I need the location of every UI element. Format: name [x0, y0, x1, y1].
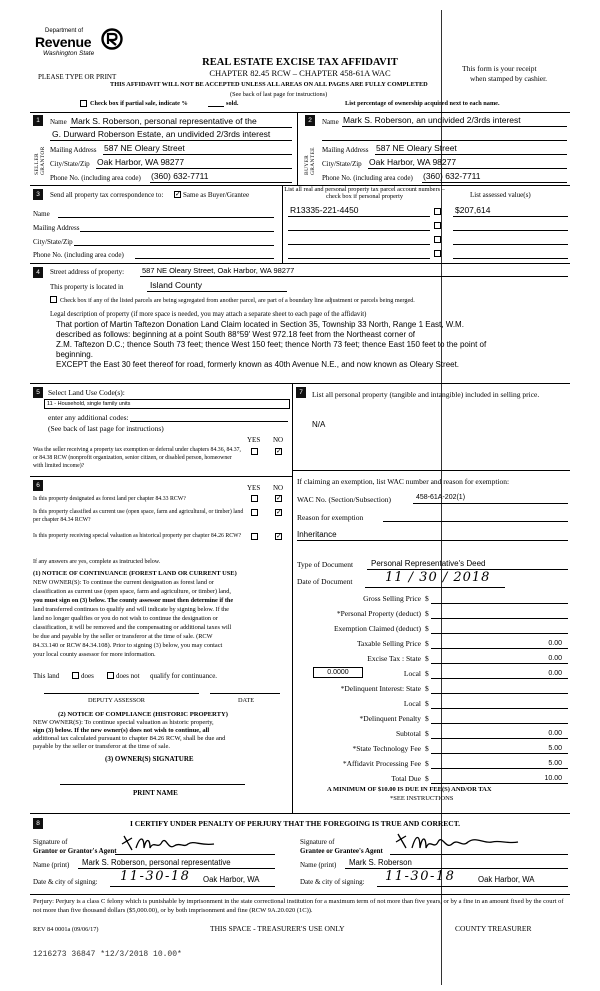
personal-property-checkbox-2[interactable]: [434, 222, 441, 229]
tax-row-label: Exemption Claimed (deduct): [333, 624, 421, 633]
tax-corr-phone-line: [135, 258, 274, 259]
current-use-question: Is this property classified as current use (open space, farm and agricultural, or timber) land per chapter 84.34 RCW?: [33, 509, 244, 523]
tax-row: [293, 772, 568, 786]
logo-state: Washington State: [43, 50, 95, 57]
tax-row: [293, 757, 568, 771]
does-label: does: [81, 672, 94, 680]
continuance-body-6: classification, it will be removed and the compensating or additional taxes will: [33, 624, 232, 631]
current-use-yes-checkbox[interactable]: [251, 509, 258, 516]
exemption-yes-checkbox[interactable]: [251, 448, 258, 455]
buyer-city[interactable]: Oak Harbor, WA 98277: [369, 157, 457, 167]
parcel-line-3: [288, 244, 430, 245]
logo-name: Revenue: [35, 34, 92, 50]
forest-no-checkbox[interactable]: ✓: [276, 494, 282, 502]
grantor-city[interactable]: Oak Harbor, WA: [203, 875, 260, 884]
tax-row: [293, 667, 568, 681]
continuance-body-9: your local county assessor for more information.: [33, 651, 156, 658]
wac-line: [413, 503, 568, 504]
grantee-name-line: [345, 868, 568, 869]
sec5-no-header: NO: [273, 436, 284, 444]
does-checkbox[interactable]: [72, 672, 79, 679]
tax-row-label: Gross Selling Price: [363, 594, 421, 603]
seller-name-2[interactable]: G. Durward Roberson Estate, an undivided 2/3rds interest: [52, 129, 271, 139]
seller-side-label: SELLER GRANTOR: [34, 146, 47, 175]
buyer-mailing-label: Mailing Address: [322, 146, 369, 154]
section-1-top-rule: [30, 112, 570, 113]
see-back-note: (See back of last page for instructions): [230, 91, 328, 98]
tax-row: [293, 682, 568, 696]
buyer-name-line-2: [322, 140, 567, 141]
treasurer-use-label: THIS SPACE - TREASURER'S USE ONLY: [210, 924, 345, 933]
tax-row-label: *Personal Property (deduct): [336, 609, 421, 618]
personal-property-value[interactable]: N/A: [312, 420, 326, 429]
continuance-body-7: be due and payable by the seller or transferor at the time of sale. (RCW: [33, 633, 213, 640]
personal-property-label: List all personal property (tangible and intangible) included in selling price.: [312, 390, 540, 399]
continuance-body-3: you must sign on (3) below. The county assessor must then determine if the: [33, 597, 234, 604]
chapter-line: CHAPTER 82.45 RCW – CHAPTER 458-61A WAC: [209, 68, 391, 78]
seller-mailing-line: [103, 154, 292, 155]
section-8-top-rule: [30, 813, 570, 814]
doc-date-line: [365, 587, 505, 588]
tax-row-label: *Affidavit Processing Fee: [342, 759, 421, 768]
tax-row: [293, 622, 568, 636]
grantee-sig-label-1: Signature of: [300, 838, 335, 846]
street-label: Street address of property:: [50, 268, 125, 276]
tax-row-label: *Delinquent Interest: State: [340, 684, 421, 693]
continuance-body-4: land transferred continues to qualify and will indicate by signing below. If the: [33, 606, 229, 613]
assessed-value-1[interactable]: $207,614: [455, 205, 491, 215]
additional-codes-line[interactable]: [130, 421, 288, 422]
legal-line-4[interactable]: beginning.: [56, 350, 93, 359]
seller-city[interactable]: Oak Harbor, WA 98277: [97, 157, 185, 167]
personal-property-checkbox-1[interactable]: [434, 208, 441, 215]
tax-row-line[interactable]: [431, 753, 568, 754]
seller-phone[interactable]: (360) 632-7711: [151, 171, 209, 181]
legal-line-3[interactable]: Z.M. Taftezon D.C.; thence South 73 feet; thence West 150 feet; thence North 73 feet; thence East 150 feet to the point of: [56, 340, 487, 349]
tax-corr-name-label: Name: [33, 210, 50, 218]
tax-row-value: 0.00: [548, 655, 562, 662]
receipt-note-2: when stamped by cashier.: [470, 74, 548, 83]
additional-codes-label: enter any additional codes:: [48, 413, 129, 422]
tax-row-line[interactable]: [431, 723, 568, 724]
land-use-see-back: (See back of last page for instructions): [48, 424, 164, 433]
perjury-top-rule: [30, 894, 570, 895]
tax-row-value: 5.00: [548, 745, 562, 752]
tax-row: [293, 652, 568, 666]
seller-phone-line: [150, 182, 292, 183]
section-6-top-rule: [30, 476, 292, 477]
currency-sign: $: [425, 684, 429, 693]
assessed-line-3: [453, 244, 568, 245]
this-land-label: This land: [33, 672, 60, 680]
form-revision: REV 84 0001a (09/06/17): [33, 926, 99, 933]
partial-sale-percent-line[interactable]: [208, 106, 224, 107]
tax-row: [293, 727, 568, 741]
grantee-signature[interactable]: [392, 830, 542, 856]
parcel-line-1: [288, 216, 430, 217]
tax-row-line[interactable]: [431, 663, 568, 664]
section-1-number: 1: [33, 115, 43, 126]
tax-row-label: Local: [403, 699, 421, 708]
reason-line-2: [297, 540, 568, 541]
currency-sign: $: [425, 669, 429, 678]
wac-label: WAC No. (Section/Subsection): [297, 495, 391, 504]
if-yes-note: If any answers are yes, complete as instructed below.: [33, 559, 161, 565]
grantor-date-line: [110, 886, 275, 887]
currency-sign: $: [425, 774, 429, 783]
currency-sign: $: [425, 609, 429, 618]
legal-line-2[interactable]: described as follows: beginning at a point South 88°59' West 972.18 feet from the Northeast corner of: [56, 330, 416, 339]
segregated-label: Check box if any of the listed parcels are being segregated from another parcel, are part of a boundary line adjustment or parcels being merged.: [60, 297, 415, 304]
grantee-name-label: Name (print): [300, 861, 337, 869]
tax-row-line[interactable]: [431, 693, 568, 694]
assessed-line-1: [453, 216, 568, 217]
local-rate-value: 0.0000: [327, 669, 349, 676]
section-2-number: 2: [305, 115, 315, 126]
grantee-date-label: Date & city of signing:: [300, 878, 365, 886]
currency-sign: $: [425, 759, 429, 768]
county-line: [147, 291, 287, 292]
parcel-line-4: [288, 258, 430, 259]
section-5-number: 5: [33, 387, 43, 398]
deputy-signature-line[interactable]: [44, 693, 199, 694]
continuance-title: (1) NOTICE OF CONTINUANCE (FOREST LAND OR CURRENT USE): [33, 570, 237, 577]
does-not-checkbox[interactable]: [107, 672, 114, 679]
tax-row: [293, 742, 568, 756]
county-treasurer-label: COUNTY TREASURER: [455, 924, 532, 933]
logo-mark-icon: [101, 28, 123, 50]
section-4-number: 4: [33, 267, 43, 278]
compliance-body-4: payable by the seller or transferor at the time of sale.: [33, 743, 170, 750]
currency-sign: $: [425, 744, 429, 753]
assessed-line-4: [453, 258, 568, 259]
tax-row-line[interactable]: [431, 783, 568, 784]
tax-row-label: Local: [403, 669, 421, 678]
parcel-line-2: [288, 230, 430, 231]
street-address[interactable]: 587 NE Oleary Street, Oak Harbor, WA 98277: [142, 266, 295, 275]
minimum-due-note: A MINIMUM OF $10.00 IS DUE IN FEE(S) AND/OR TAX: [327, 786, 492, 793]
grantor-name[interactable]: Mark S. Roberson, personal representative: [82, 858, 231, 867]
grantor-date[interactable]: 11-30-18: [120, 869, 191, 884]
tax-row-line[interactable]: [431, 633, 568, 634]
ownership-note: List percentage of ownership acquired next to each name.: [345, 100, 500, 107]
historic-yes-checkbox[interactable]: [251, 533, 258, 540]
print-name-label: PRINT NAME: [133, 789, 178, 797]
perjury-statement: Perjury: Perjury is a class C felony which is punishable by imprisonment in the state correctional institution for a maximum term of not more than five years, or by a fine in an amount fixed by the court of not more than five thousand dollars ($5,000.00), or by both imprisonment and fine (RCW 9A.20.020 (1C)).: [33, 898, 564, 915]
buyer-city-label: City/State/Zip: [322, 160, 362, 168]
land-use-code: 11 - Household, single family units: [47, 401, 131, 407]
seller-name-1[interactable]: Mark S. Roberson, personal representative of the: [71, 116, 257, 126]
assessed-header: List assessed value(s): [470, 191, 531, 199]
tax-row: [293, 592, 568, 606]
tax-row-label: Taxable Selling Price: [356, 639, 421, 648]
same-as-buyer-label: Same as Buyer/Grantee: [183, 191, 250, 199]
deputy-date-label: DATE: [238, 697, 255, 704]
page-title: REAL ESTATE EXCISE TAX AFFIDAVIT: [202, 57, 398, 68]
segregated-checkbox[interactable]: [50, 296, 57, 303]
parcel-header: List all real and personal property tax parcel account numbers – check box if personal property: [284, 186, 445, 201]
warning-line: THIS AFFIDAVIT WILL NOT BE ACCEPTED UNLESS ALL AREAS ON ALL PAGES ARE FULLY COMPLETED: [110, 81, 428, 88]
buyer-phone-label: Phone No. (including area code): [322, 174, 413, 182]
tax-row-line[interactable]: [431, 678, 568, 679]
continuance-body-1: NEW OWNER(S): To continue the current designation as forest land or: [33, 579, 214, 586]
tax-row-label: Total Due: [391, 774, 421, 783]
currency-sign: $: [425, 624, 429, 633]
see-instructions-note: *SEE INSTRUCTIONS: [390, 795, 454, 802]
compliance-body-3: additional tax calculated pursuant to chapter 84.26 RCW, shall be due and: [33, 735, 226, 742]
same-as-buyer-checkbox[interactable]: ✓: [175, 190, 181, 198]
buyer-name-line-1: [342, 126, 567, 127]
tax-row-value: 5.00: [548, 760, 562, 767]
buyer-phone[interactable]: (360) 632-7711: [423, 171, 481, 181]
owner-signature-label: (3) OWNER(S) SIGNATURE: [105, 755, 194, 763]
doc-date-label: Date of Document: [297, 577, 353, 586]
deputy-date-line[interactable]: [210, 693, 280, 694]
reason-line-1: [383, 521, 568, 522]
tax-corr-phone-label: Phone No. (including area code): [33, 251, 124, 259]
tax-row-value: 0.00: [548, 640, 562, 647]
receipt-note-1: This form is your receipt: [462, 64, 537, 73]
grantee-name[interactable]: Mark S. Roberson: [349, 858, 412, 867]
certify-statement: I CERTIFY UNDER PENALTY OF PERJURY THAT THE FOREGOING IS TRUE AND CORRECT.: [130, 819, 461, 828]
tax-row-label: Subtotal: [395, 729, 421, 738]
buyer-city-line: [368, 168, 567, 169]
tax-row-line[interactable]: [431, 648, 568, 649]
doc-type-label: Type of Document: [297, 560, 354, 569]
land-use-label: Select Land Use Code(s):: [48, 388, 125, 397]
buyer-mailing[interactable]: 587 NE Oleary Street: [376, 143, 457, 153]
tax-row: [293, 607, 568, 621]
seller-city-label: City/State/Zip: [50, 160, 90, 168]
seller-name-line-2: [50, 140, 292, 141]
qualify-label: qualify for continuance.: [150, 672, 218, 680]
tax-row-value: 0.00: [548, 730, 562, 737]
grantor-sig-label-2: Grantor or Grantor's Agent: [33, 847, 117, 855]
partial-sale-checkbox[interactable]: [80, 100, 87, 107]
seller-mailing-label: Mailing Address: [50, 146, 97, 154]
does-not-label: does not: [116, 672, 140, 680]
compliance-title: (2) NOTICE OF COMPLIANCE (HISTORIC PROPERTY): [58, 711, 228, 718]
exemption-top-rule: [292, 470, 570, 471]
treasurer-stamp: 1216273 36847 *12/3/2018 10.00*: [33, 950, 182, 959]
currency-sign: $: [425, 729, 429, 738]
revenue-logo: [35, 28, 125, 64]
continuance-body-5: land no longer qualifies or you do not wish to continue the designation or: [33, 615, 218, 622]
seller-mailing[interactable]: 587 NE Oleary Street: [104, 143, 185, 153]
deputy-assessor-label: DEPUTY ASSESSOR: [88, 697, 145, 704]
tax-row-line[interactable]: [431, 768, 568, 769]
tax-row-value: 10.00: [544, 775, 562, 782]
sec5-yes-header: YES: [247, 436, 261, 444]
assessed-line-2: [453, 230, 568, 231]
currency-sign: $: [425, 699, 429, 708]
section-6-number: 6: [33, 480, 43, 491]
wac-value[interactable]: 458-61A-202(1): [416, 494, 466, 501]
current-use-no-checkbox[interactable]: ✓: [276, 508, 282, 516]
currency-sign: $: [425, 654, 429, 663]
sec6-yes-header: YES: [247, 484, 261, 492]
tax-row-line[interactable]: [431, 738, 568, 739]
grantee-city[interactable]: Oak Harbor, WA: [478, 875, 535, 884]
tax-row: [293, 637, 568, 651]
section-4-top-rule: [30, 263, 570, 264]
forest-yes-checkbox[interactable]: [251, 495, 258, 502]
tax-corr-mailing-label: Mailing Address: [33, 224, 80, 232]
section-7-number: 7: [296, 387, 306, 398]
personal-property-checkbox-4[interactable]: [434, 250, 441, 257]
seller-phone-label: Phone No. (including area code): [50, 174, 141, 182]
historic-question: Is this property receiving special valuation as historical property per chapter 84.26 RCW?: [33, 533, 242, 539]
grantor-signature[interactable]: [118, 832, 248, 856]
parcel-number-1[interactable]: R13335-221-4450: [290, 205, 359, 215]
section-3-number: 3: [33, 189, 43, 200]
tax-row-label: *State Technology Fee: [352, 744, 421, 753]
buyer-name-label: Name: [322, 118, 339, 126]
grantee-date[interactable]: 11-30-18: [385, 869, 456, 884]
legal-line-5[interactable]: EXCEPT the East 30 feet thereof for road, formerly known as 40th Avenue N.E., and now known as Oleary Street.: [56, 360, 460, 369]
reason-value[interactable]: Inheritance: [297, 530, 337, 539]
historic-no-checkbox[interactable]: ✓: [276, 532, 282, 540]
tax-corr-label: Send all property tax correspondence to:: [50, 191, 164, 199]
compliance-body-2: sign (3) below. If the new owner(s) does not wish to continue, all: [33, 727, 210, 734]
section-3-divider: [282, 185, 283, 263]
tax-corr-mailing-line: [80, 231, 274, 232]
reason-label: Reason for exemption: [297, 513, 364, 522]
section-8-number: 8: [33, 818, 43, 829]
section-5-top-rule: [30, 383, 570, 384]
section-1-2-divider: [297, 112, 298, 185]
buyer-mailing-line: [375, 154, 567, 155]
seller-city-line: [96, 168, 292, 169]
seller-name-label: Name: [50, 118, 67, 126]
tax-corr-name-line: [58, 217, 274, 218]
tax-corr-city-label: City/State/Zip: [33, 238, 73, 246]
grantee-sig-line: [390, 854, 568, 855]
grantor-sig-label-1: Signature of: [33, 838, 68, 846]
personal-property-checkbox-3[interactable]: [434, 236, 441, 243]
partial-sale-label: Check box if partial sale, indicate %: [90, 100, 188, 107]
grantor-name-label: Name (print): [33, 861, 70, 869]
currency-sign: $: [425, 714, 429, 723]
tax-row-value: 0.00: [548, 670, 562, 677]
tax-row-line[interactable]: [431, 618, 568, 619]
doc-date-value[interactable]: 11 / 30 / 2018: [385, 570, 491, 585]
county-label: This property is located in: [50, 283, 124, 291]
currency-sign: $: [425, 639, 429, 648]
county-value[interactable]: Island County: [150, 280, 202, 290]
currency-sign: $: [425, 594, 429, 603]
tax-row-line[interactable]: [431, 708, 568, 709]
exemption-question: Was the seller receiving a property tax exemption or deferral under chapters 84.36, 84.37, or 84.38 RCW (nonprofit organization, senior citizen, or disabled person, homeowner with limited income)?: [33, 447, 241, 469]
tax-row-label: *Delinquent Penalty: [359, 714, 421, 723]
seller-name-line-1: [70, 127, 292, 128]
tax-corr-city-line: [74, 245, 274, 246]
grantor-sig-line: [115, 854, 275, 855]
sec6-no-header: NO: [273, 484, 284, 492]
sold-label: sold.: [226, 100, 239, 107]
tax-table: [293, 592, 568, 800]
please-type: PLEASE TYPE OR PRINT: [38, 73, 117, 81]
grantee-date-line: [377, 886, 568, 887]
grantor-date-label: Date & city of signing:: [33, 878, 98, 886]
tax-row: [293, 712, 568, 726]
forest-land-question: Is this property designated as forest land per chapter 84.33 RCW?: [33, 496, 186, 502]
logo-dept: Department of: [45, 28, 84, 34]
continuance-body-2: classification as current use (open space, farm and agriculture, or timber) land,: [33, 588, 231, 595]
buyer-name-1[interactable]: Mark S. Roberson, an undivided 2/3rds interest: [343, 115, 521, 125]
buyer-phone-line: [422, 182, 567, 183]
exemption-no-checkbox[interactable]: ✓: [276, 447, 282, 455]
doc-type-value[interactable]: Personal Representative's Deed: [371, 559, 486, 568]
owner-signature-line[interactable]: [60, 784, 245, 785]
exemption-claim-label: If claiming an exemption, list WAC number and reason for exemption:: [297, 477, 510, 486]
tax-row-label: Excise Tax : State: [367, 654, 421, 663]
legal-label: Legal description of property (if more space is needed, you may attach a separate sheet to each page of the affidavit): [50, 311, 367, 318]
street-line: [140, 276, 568, 277]
tax-row-line[interactable]: [431, 603, 568, 604]
legal-line-1[interactable]: That portion of Martin Taftezon Donation Land Claim located in Section 35, Township 33 North, Range 1 East, W.M.: [56, 320, 464, 329]
continuance-body-8: 84.33.140 or RCW 84.34.108). Prior to signing (3) below, you may contact: [33, 642, 223, 649]
compliance-body-1: NEW OWNER(S): To continue special valuation as historic property,: [33, 719, 214, 726]
grantee-sig-label-2: Grantee or Grantee's Agent: [300, 847, 383, 855]
tax-row: [293, 697, 568, 711]
buyer-side-label: BUYER GRANTEE: [304, 147, 317, 175]
